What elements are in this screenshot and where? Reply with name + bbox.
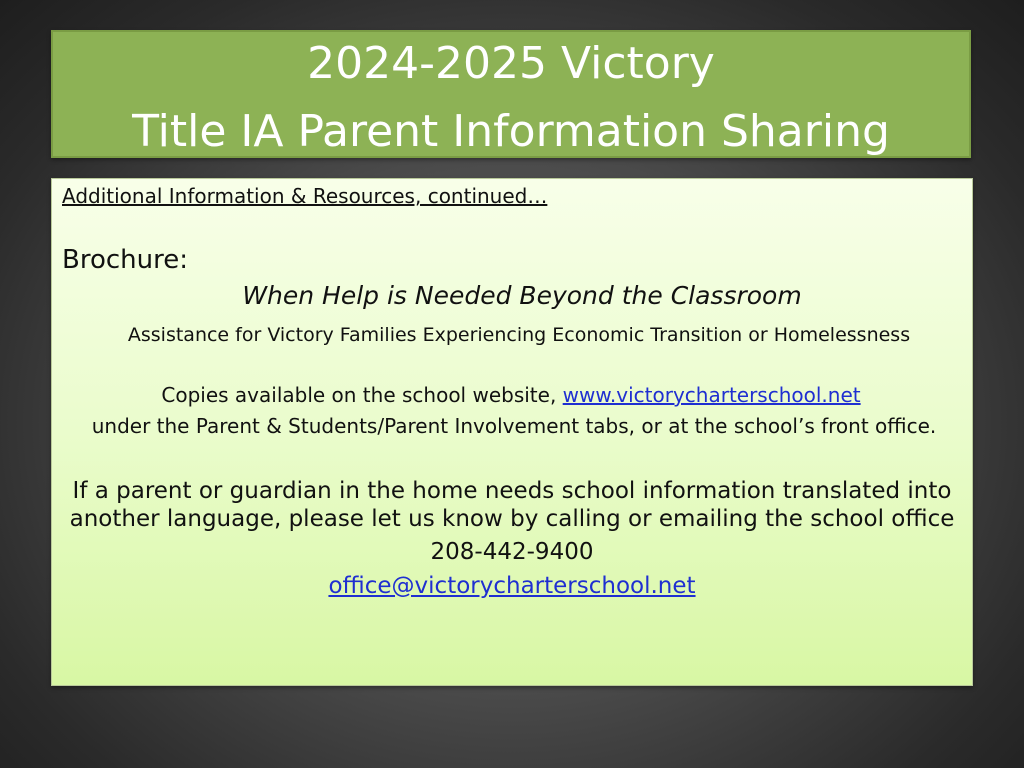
tabs-line: under the Parent & Students/Parent Involvement tabs, or at the school’s front office. [91,414,937,438]
email-line [52,571,972,601]
translation-notice-line-1: If a parent or guardian in the home needs school information translated into [72,478,952,504]
section-heading: Additional Information & Resources, continued… [62,184,548,208]
brochure-label: Brochure: [62,245,188,275]
copies-line [52,381,972,409]
title-line-2: Title IA Parent Information Sharing [132,106,890,157]
content-panel [51,178,973,686]
brochure-subtitle: Assistance for Victory Families Experiencing Economic Transition or Homelessness [127,324,911,346]
title-banner [51,30,971,158]
translation-notice-line-2: another language, please let us know by calling or emailing the school office [69,506,955,532]
phone-number: 208-442-9400 [430,539,594,565]
email-link[interactable]: office@victorycharterschool.net [328,573,696,599]
title-line-1: 2024-2025 Victory [307,38,715,89]
brochure-title: When Help is Needed Beyond the Classroom [242,281,802,310]
copies-text: Copies available on the school website, [161,383,563,407]
website-link[interactable]: www.victorycharterschool.net [562,383,861,407]
